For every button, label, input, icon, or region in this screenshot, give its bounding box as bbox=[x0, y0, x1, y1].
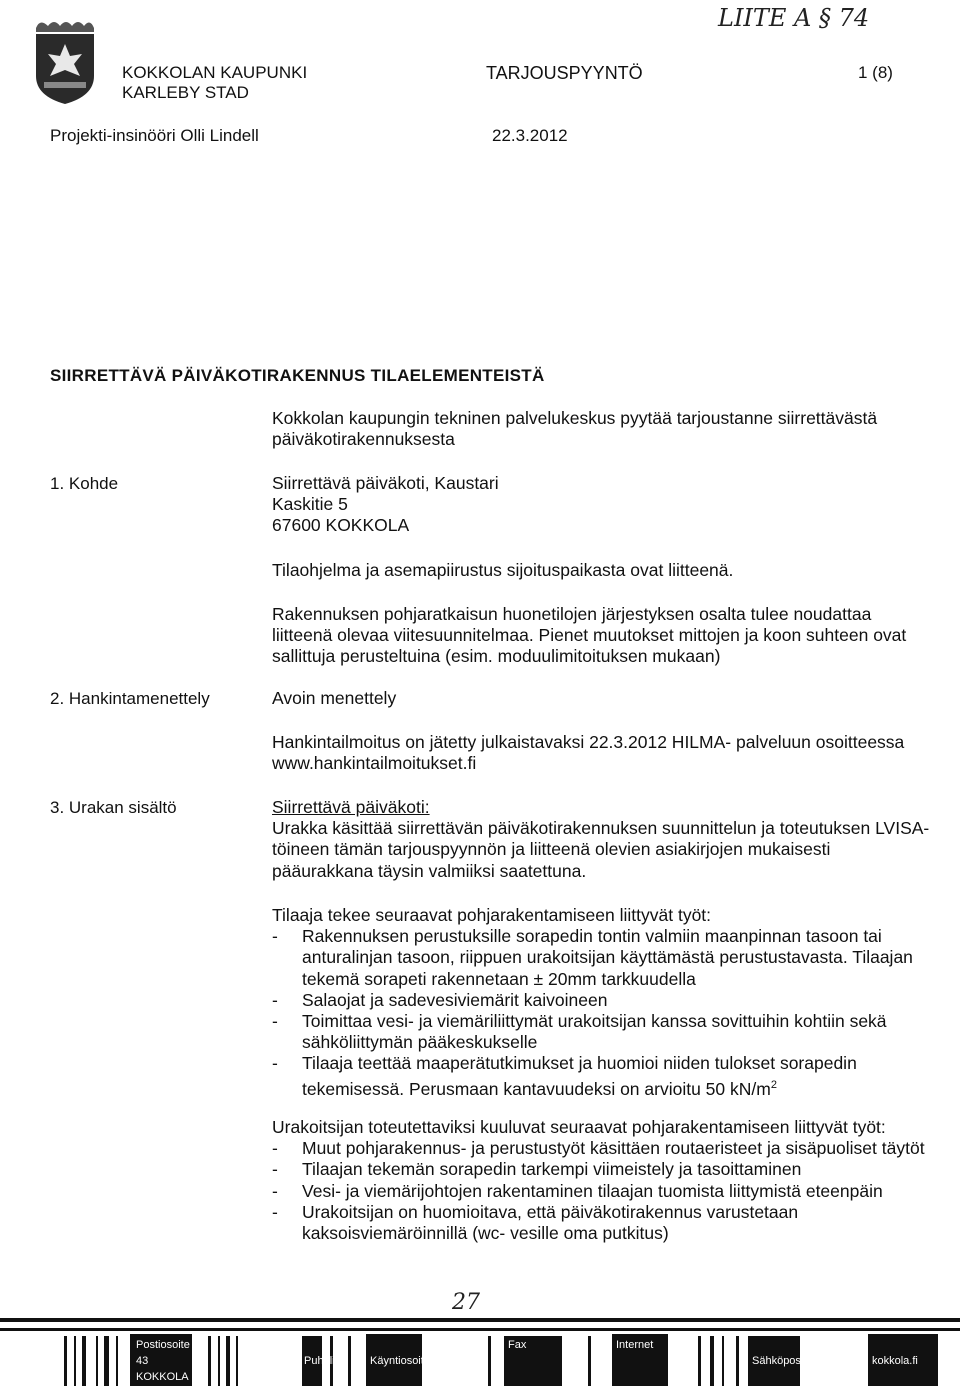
intro-paragraph: Kokkolan kaupungin tekninen palvelukeskus pyytää tarjoustanne siirrettävästä päiväkotirakennuksesta bbox=[272, 408, 878, 450]
tilaaja-intro: Tilaaja tekee seuraavat pohjarakentamiseen liittyvät työt: bbox=[272, 905, 712, 925]
list-item: - Tilaaja teettää maaperätutkimukset ja huomioi niiden tulokset sorapedin tekemisessä. Perusmaan kantavuudeksi on arvioitu 50 $kN/m^2$ bbox=[272, 1053, 932, 1099]
section-3-paragraph: Urakka käsittää siirrettävän päiväkotirakennuksen suunnittelun ja toteutuksen LVISA- töineen tämän tarjouspyynnön ja liitteenä olevien asiakirjojen mukaisesti pääurakkana täysin valmiiksi saatettuna. bbox=[272, 818, 930, 881]
tilaaja-works bbox=[272, 905, 932, 1100]
footer-fragment: Fax bbox=[508, 1339, 527, 1351]
section-2-paragraph: Hankintailmoitus on jätetty julkaistavaksi 22.3.2012 HILMA- palveluun osoitteessa www.hankintailmoitukset.fi bbox=[272, 732, 905, 774]
list-item: - Salaojat ja sadevesiviemärit kaivoineen bbox=[272, 990, 932, 1011]
org-name-swedish: KARLEBY STAD bbox=[122, 83, 249, 102]
org-name-finnish: KOKKOLAN KAUPUNKI bbox=[122, 63, 308, 82]
section-1-paragraph-2: Rakennuksen pohjaratkaisun huonetilojen järjestyksen osalta tulee noudattaa liitteenä olevaa viitesuunnitelmaa. Pienet muutokset mittojen ja koon suhteen ovat sallittuja perusteltuina (esim. moduulimitoituksen mukaan) bbox=[272, 604, 907, 667]
page-number: 1 (8) bbox=[858, 63, 893, 82]
section-3-subheading: Siirrettävä päiväkoti: bbox=[272, 797, 430, 817]
list-item: - Urakoitsijan on huomioitava, että päiväkotirakennus varustetaan kaksoisviemäröinnillä (wc- vesille oma putkitus) bbox=[272, 1202, 932, 1244]
city-crest-logo bbox=[30, 18, 100, 104]
section-3-body bbox=[272, 797, 932, 882]
footer-fragment: Puhelin bbox=[304, 1355, 341, 1367]
footer-fragment: Postiosoite bbox=[136, 1339, 190, 1351]
handwritten-page-mark: 27 bbox=[452, 1290, 480, 1315]
footer-fragment: Käyntiosoite bbox=[370, 1355, 430, 1367]
list-item: - Toimittaa vesi- ja viemäriliittymät urakoitsijan kanssa sovittuihin kohtiin sekä sähköliittymän pääkeskukselle bbox=[272, 1011, 932, 1053]
list-item: - Rakennuksen perustuksille sorapedin tontin valmiin maanpinnan tasoon tai anturalinjan tasoon, riippuen urakoitsijan käyttämästä perustustavasta. Tilaajan tekemä sorapeti rakennetaan ± 20mm tarkkuudella bbox=[272, 926, 932, 990]
section-1-paragraph-1: Tilaohjelma ja asemapiirustus sijoituspaikasta ovat liitteenä. bbox=[272, 560, 734, 580]
section-3-label: 3. Urakan sisältö bbox=[50, 798, 177, 817]
urakoitsija-intro: Urakoitsijan toteutettaviksi kuuluvat seuraavat pohjarakentamiseen liittyvät työt: bbox=[272, 1117, 886, 1137]
section-1-address: Siirrettävä päiväkoti, Kaustari Kaskitie 5 67600 KOKKOLA bbox=[272, 473, 499, 536]
handwritten-note: LIITE A § 74 bbox=[718, 4, 870, 32]
superscript: 2 bbox=[770, 1078, 777, 1091]
document-title: SIIRRETTÄVÄ PÄIVÄKOTIRAKENNUS TILAELEMENTEISTÄ bbox=[50, 366, 545, 385]
footer-fragment: 43 bbox=[136, 1355, 149, 1367]
list-item: - Tilaajan tekemän sorapedin tarkempi viimeistely ja tasoittaminen bbox=[272, 1159, 932, 1180]
footer-fragment: kokkola.fi bbox=[872, 1355, 918, 1367]
document-type: TARJOUSPYYNTÖ bbox=[486, 63, 643, 83]
list-item: - Vesi- ja viemärijohtojen rakentaminen tilaajan tuomista liittymistä eteenpäin bbox=[272, 1181, 932, 1202]
footer-fragment: Internet bbox=[616, 1339, 654, 1351]
author: Projekti-insinööri Olli Lindell bbox=[50, 126, 259, 145]
section-1-label: 1. Kohde bbox=[50, 474, 119, 493]
urakoitsija-works bbox=[272, 1117, 932, 1244]
section-2-label: 2. Hankintamenettely bbox=[50, 689, 210, 708]
footer-fragment: Sähköposti bbox=[752, 1355, 807, 1367]
list-item: - Muut pohjarakennus- ja perustustyöt käsittäen routaeristeet ja sisäpuoliset täytöt bbox=[272, 1138, 932, 1159]
footer-strip bbox=[0, 1318, 960, 1386]
document-date: 22.3.2012 bbox=[492, 126, 568, 145]
footer-fragment: KOKKOLA bbox=[136, 1371, 189, 1383]
section-2-procedure: Avoin menettely bbox=[272, 688, 397, 708]
